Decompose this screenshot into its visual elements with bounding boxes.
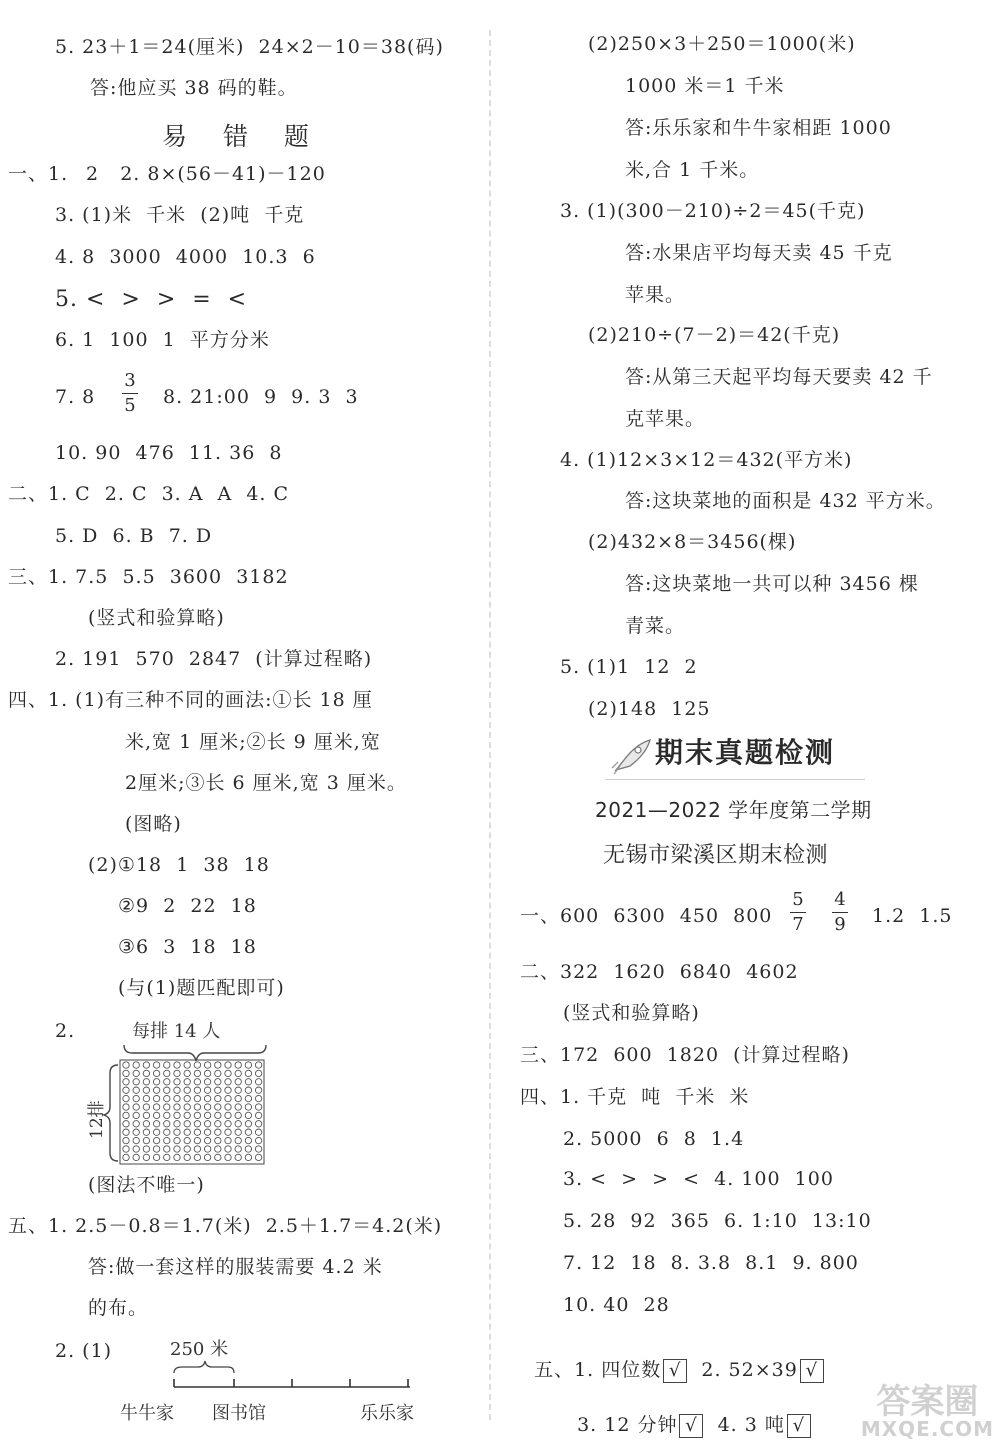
r-a16: 5. (1)1 12 2: [560, 656, 698, 678]
grid-dot: [174, 1070, 180, 1076]
grid-border: [120, 1060, 264, 1164]
grid-dot: [184, 1079, 190, 1085]
grid-dot: [164, 1129, 170, 1135]
s4-r5: (2)①18 1 38 18: [88, 854, 270, 876]
grid-dot: [255, 1104, 261, 1110]
grid-dot: [123, 1146, 129, 1152]
grid-dot: [143, 1104, 149, 1110]
grid-dot: [184, 1137, 190, 1143]
s1-r5: 5. < > > = <: [55, 287, 248, 312]
grid-dot: [143, 1087, 149, 1093]
frac-num: 4: [834, 889, 846, 910]
grid-dot: [225, 1137, 231, 1143]
grid-dot: [174, 1062, 180, 1068]
r-b4: 三、172 600 1820 (计算过程略): [520, 1044, 850, 1066]
grid-dot: [143, 1154, 149, 1160]
grid-dot: [123, 1070, 129, 1076]
grid-dot: [245, 1137, 251, 1143]
grid-dot: [215, 1121, 221, 1127]
fraction-3-5: [122, 372, 138, 415]
grid-dot: [164, 1121, 170, 1127]
grid-dot: [184, 1154, 190, 1160]
r-b9: 7. 12 18 8. 3.8 8.1 9. 800: [563, 1252, 859, 1274]
grid-dot: [164, 1087, 170, 1093]
grid-dot: [215, 1146, 221, 1152]
s1-r7b: 8. 21:00 9 9. 3 3: [163, 386, 359, 408]
grid-dot: [153, 1087, 159, 1093]
grid-dot: [245, 1121, 251, 1127]
r-b5: 四、1. 千克 吨 千米 米: [520, 1086, 750, 1108]
grid-dot: [255, 1087, 261, 1093]
grid-dot: [235, 1129, 241, 1135]
s4-r9-num: 2.: [55, 1020, 76, 1042]
grid-dot: [245, 1104, 251, 1110]
grid-dot: [255, 1095, 261, 1101]
s3-r2: (竖式和验算略): [88, 607, 225, 629]
grid-dot: [184, 1087, 190, 1093]
grid-dot: [153, 1070, 159, 1076]
grid-dot: [194, 1104, 200, 1110]
grid-dot: [153, 1137, 159, 1143]
check-box-4: √: [787, 1414, 811, 1438]
watermark-logo: [860, 1382, 994, 1441]
watermark-line2: MXQE.COM: [860, 1417, 994, 1441]
grid-dot: [235, 1137, 241, 1143]
frac-den: 9: [834, 914, 846, 935]
grid-dot: [133, 1104, 139, 1110]
frac-num: 3: [124, 370, 136, 391]
grid-dot: [255, 1062, 261, 1068]
grid-dot: [123, 1062, 129, 1068]
grid-dot: [153, 1079, 159, 1085]
grid-dot: [235, 1112, 241, 1118]
grid-dot: [204, 1137, 210, 1143]
grid-dot: [174, 1154, 180, 1160]
grid-dot: [133, 1112, 139, 1118]
grid-dot: [194, 1062, 200, 1068]
grid-dot: [245, 1112, 251, 1118]
s5-r4: 2. (1): [55, 1340, 113, 1362]
grid-dot: [194, 1146, 200, 1152]
grid-dot: [204, 1146, 210, 1152]
q5-line1: 5. 23＋1＝24(厘米) 24×2－10＝38(码): [55, 36, 444, 58]
s1-r7a: 7. 8: [55, 386, 96, 408]
r-a10: 克苹果。: [625, 408, 706, 430]
grid-dot: [235, 1062, 241, 1068]
r-b7: 3. < > > < 4. 100 100: [563, 1168, 834, 1190]
r-a5: 3. (1)(300－210)÷2＝45(千克): [560, 200, 866, 222]
banner-title: 期末真题检测: [655, 736, 836, 769]
grid-dot: [123, 1104, 129, 1110]
grid-dot: [164, 1137, 170, 1143]
watermark-line1: 答案圈: [876, 1382, 979, 1422]
grid-dot: [204, 1079, 210, 1085]
rocket-icon: [610, 738, 652, 776]
grid-dot: [123, 1079, 129, 1085]
s5-r3: 的布。: [88, 1297, 149, 1319]
grid-dot: [184, 1095, 190, 1101]
grid-dot: [245, 1095, 251, 1101]
grid-dot: [255, 1129, 261, 1135]
s2-r2: 5. D 6. B 7. D: [55, 525, 213, 547]
grid-dot: [225, 1104, 231, 1110]
grid-side-label: 12排: [87, 1100, 107, 1139]
grid-dot: [174, 1129, 180, 1135]
s1-r10: 10. 90 476 11. 36 8: [55, 442, 283, 464]
grid-dot: [204, 1104, 210, 1110]
grid-dot: [123, 1137, 129, 1143]
grid-dot: [235, 1146, 241, 1152]
grid-dot: [143, 1062, 149, 1068]
grid-dot: [153, 1104, 159, 1110]
r-a17: (2)148 125: [588, 698, 711, 720]
grid-dot: [245, 1129, 251, 1135]
s5-r2: 答:做一套这样的服装需要 4.2 米: [88, 1256, 383, 1278]
grid-dot: [143, 1070, 149, 1076]
grid-dot: [225, 1095, 231, 1101]
grid-dot: [123, 1112, 129, 1118]
grid-dot: [153, 1146, 159, 1152]
grid-dot: [153, 1112, 159, 1118]
grid-dot: [133, 1121, 139, 1127]
grid-dot: [245, 1070, 251, 1076]
grid-dot: [194, 1079, 200, 1085]
s3-r1: 三、1. 7.5 5.5 3600 3182: [8, 566, 289, 588]
r-a7: 苹果。: [625, 284, 686, 306]
r-a8: (2)210÷(7－2)＝42(千克): [588, 324, 841, 346]
grid-dot: [194, 1121, 200, 1127]
r-b6: 2. 5000 6 8 1.4: [563, 1128, 745, 1150]
r-a9: 答:从第三天起平均每天要卖 42 千: [625, 366, 933, 388]
grid-dot: [174, 1104, 180, 1110]
grid-dot: [143, 1146, 149, 1152]
grid-dot: [123, 1129, 129, 1135]
grid-dot: [225, 1087, 231, 1093]
s4-r2: 米,宽 1 厘米;②长 9 厘米,宽: [125, 731, 381, 753]
grid-dot: [123, 1087, 129, 1093]
r-a1: (2)250×3＋250＝1000(米): [588, 33, 856, 55]
check-box-2: √: [800, 1359, 824, 1383]
grid-dot: [215, 1154, 221, 1160]
grid-dot: [194, 1129, 200, 1135]
s4-r3: 2厘米;③长 6 厘米,宽 3 厘米。: [125, 772, 407, 794]
place-niuniu: 牛牛家: [120, 1403, 174, 1424]
s4-r6: ②9 2 22 18: [118, 895, 257, 917]
grid-dot: [174, 1112, 180, 1118]
grid-dot: [184, 1112, 190, 1118]
grid-dot: [164, 1095, 170, 1101]
grid-dot: [204, 1070, 210, 1076]
grid-dot: [143, 1137, 149, 1143]
grid-dot: [153, 1062, 159, 1068]
grid-dot: [164, 1154, 170, 1160]
r-a11: 4. (1)12×3×12＝432(平方米): [560, 449, 853, 471]
s2-r1: 二、1. C 2. C 3. A A 4. C: [8, 483, 290, 505]
grid-dot: [133, 1070, 139, 1076]
grid-dot: [133, 1154, 139, 1160]
grid-dot: [174, 1079, 180, 1085]
place-library: 图书馆: [212, 1403, 266, 1424]
grid-dot: [215, 1087, 221, 1093]
grid-dot: [225, 1112, 231, 1118]
grid-dot: [194, 1137, 200, 1143]
grid-dot: [255, 1121, 261, 1127]
distance-label: 250 米: [170, 1339, 229, 1360]
exam-year: 2021—2022 学年度第二学期: [595, 798, 872, 822]
grid-dot: [245, 1079, 251, 1085]
grid-dot: [235, 1095, 241, 1101]
r-b12a: 3. 12 分钟: [577, 1414, 678, 1436]
r-b1b: 1.2 1.5: [872, 905, 953, 927]
r-a15: 青菜。: [625, 615, 686, 637]
grid-dot: [133, 1079, 139, 1085]
grid-dot: [194, 1087, 200, 1093]
s4-r8: (与(1)题匹配即可): [118, 977, 285, 999]
grid-dot: [245, 1146, 251, 1152]
r-b2: 二、322 1620 6840 4602: [520, 961, 799, 983]
grid-dot: [255, 1137, 261, 1143]
r-a14: 答:这块菜地一共可以种 3456 棵: [625, 573, 919, 595]
grid-dot: [194, 1154, 200, 1160]
grid-dot: [164, 1070, 170, 1076]
grid-dot: [255, 1070, 261, 1076]
grid-dot: [255, 1079, 261, 1085]
r-a6: 答:水果店平均每天卖 45 千克: [625, 242, 893, 264]
grid-dot: [164, 1079, 170, 1085]
s1-r3: 3. (1)米 千米 (2)吨 千克: [55, 204, 305, 226]
grid-dot: [215, 1104, 221, 1110]
s4-r1: 四、1. (1)有三种不同的画法:①长 18 厘: [8, 689, 373, 711]
check-box-3: √: [679, 1414, 703, 1438]
grid-dot: [133, 1062, 139, 1068]
s4-r10: (图法不唯一): [88, 1174, 205, 1196]
grid-dot: [153, 1121, 159, 1127]
grid-dot: [235, 1121, 241, 1127]
grid-dot: [143, 1079, 149, 1085]
grid-dot: [164, 1112, 170, 1118]
grid-dot: [235, 1070, 241, 1076]
grid-dot: [245, 1154, 251, 1160]
grid-dot: [204, 1121, 210, 1127]
grid-dot: [184, 1121, 190, 1127]
grid-dot: [184, 1104, 190, 1110]
grid-dot: [255, 1154, 261, 1160]
grid-dot: [204, 1112, 210, 1118]
grid-dot: [174, 1121, 180, 1127]
grid-dot: [133, 1087, 139, 1093]
grid-dots: [123, 1062, 262, 1161]
column-divider: [489, 30, 491, 1420]
grid-dot: [204, 1087, 210, 1093]
grid-dot: [164, 1104, 170, 1110]
grid-dot: [123, 1095, 129, 1101]
section-title-yicuoti: 易 错 题: [162, 122, 323, 151]
grid-dot: [123, 1121, 129, 1127]
r-b11: [520, 1340, 824, 1383]
grid-dot: [133, 1146, 139, 1152]
grid-dot: [143, 1129, 149, 1135]
r-a2: 1000 米＝1 千米: [625, 75, 785, 97]
r-b11b: 2. 52×39: [701, 1359, 798, 1381]
s3-r3: 2. 191 570 2847 (计算过程略): [55, 648, 373, 670]
grid-dot: [204, 1154, 210, 1160]
s1-r6: 6. 1 100 1 平方分米: [55, 329, 270, 351]
grid-top-label: 每排 14 人: [132, 1021, 221, 1042]
grid-dot: [225, 1121, 231, 1127]
check-box-1: √: [663, 1359, 687, 1383]
grid-dot: [184, 1146, 190, 1152]
grid-dot: [245, 1062, 251, 1068]
grid-dot: [184, 1129, 190, 1135]
grid-dot: [174, 1087, 180, 1093]
grid-dot: [225, 1070, 231, 1076]
grid-dot: [225, 1079, 231, 1085]
grid-dot: [255, 1112, 261, 1118]
grid-dot: [204, 1129, 210, 1135]
frac-bar: [790, 912, 806, 913]
distance-brace: [174, 1361, 234, 1373]
fraction-5-7: [790, 891, 806, 934]
grid-dot: [204, 1062, 210, 1068]
r-b10: 10. 40 28: [563, 1294, 670, 1316]
distance-line-figure: [110, 1335, 440, 1430]
r-b1a: 一、600 6300 450 800: [520, 905, 773, 927]
grid-dot: [225, 1154, 231, 1160]
grid-dot: [174, 1095, 180, 1101]
r-a3: 答:乐乐家和牛牛家相距 1000: [625, 117, 892, 139]
grid-dot: [143, 1112, 149, 1118]
s5-r1: 五、1. 2.5－0.8＝1.7(米) 2.5＋1.7＝4.2(米): [8, 1215, 443, 1237]
s1-label: 一、1.: [8, 163, 69, 185]
grid-dot: [184, 1070, 190, 1076]
grid-dot: [194, 1070, 200, 1076]
grid-dot: [255, 1146, 261, 1152]
place-lele: 乐乐家: [360, 1403, 414, 1424]
grid-dot: [153, 1154, 159, 1160]
grid-dot: [123, 1154, 129, 1160]
grid-dot: [204, 1095, 210, 1101]
r-b8: 5. 28 92 365 6. 1:10 13:10: [563, 1210, 872, 1232]
grid-dot: [215, 1095, 221, 1101]
s4-r4: (图略): [125, 813, 182, 835]
frac-bar: [832, 912, 848, 913]
s1-r1: 2 2. 8×(56－41)－120: [86, 163, 326, 185]
r-b12: [563, 1395, 811, 1438]
frac-den: 7: [792, 914, 804, 935]
exam-name: 无锡市梁溪区期末检测: [603, 843, 829, 868]
dot-grid-figure: [80, 1015, 280, 1170]
r-a13: (2)432×8＝3456(棵): [588, 531, 797, 553]
grid-dot: [133, 1095, 139, 1101]
grid-dot: [215, 1137, 221, 1143]
grid-dot: [225, 1062, 231, 1068]
grid-dot: [143, 1121, 149, 1127]
frac-den: 5: [124, 395, 136, 416]
grid-dot: [235, 1079, 241, 1085]
frac-num: 5: [792, 889, 804, 910]
grid-dot: [194, 1112, 200, 1118]
fraction-4-9: [832, 891, 848, 934]
grid-dot: [153, 1129, 159, 1135]
grid-dot: [215, 1112, 221, 1118]
grid-dot: [225, 1129, 231, 1135]
grid-dot: [215, 1070, 221, 1076]
grid-dot: [133, 1137, 139, 1143]
grid-dot: [245, 1087, 251, 1093]
top-brace: [124, 1045, 266, 1061]
r-a12: 答:这块菜地的面积是 432 平方米。: [625, 490, 946, 512]
grid-dot: [153, 1095, 159, 1101]
grid-dot: [174, 1146, 180, 1152]
r-b11a: 五、1. 四位数: [534, 1359, 662, 1381]
grid-dot: [235, 1154, 241, 1160]
grid-dot: [225, 1146, 231, 1152]
grid-dot: [235, 1087, 241, 1093]
grid-dot: [164, 1062, 170, 1068]
grid-dot: [215, 1062, 221, 1068]
grid-dot: [194, 1095, 200, 1101]
banner-underline: [605, 779, 865, 780]
grid-dot: [235, 1104, 241, 1110]
grid-dot: [143, 1095, 149, 1101]
grid-dot: [133, 1129, 139, 1135]
s4-r7: ③6 3 18 18: [118, 936, 257, 958]
grid-dot: [215, 1079, 221, 1085]
s1-r4: 4. 8 3000 4000 10.3 6: [55, 246, 316, 268]
frac-bar: [122, 393, 138, 394]
grid-dot: [174, 1137, 180, 1143]
grid-dot: [164, 1146, 170, 1152]
grid-dot: [184, 1062, 190, 1068]
r-b12b: 4. 3 吨: [717, 1414, 785, 1436]
r-b3: (竖式和验算略): [563, 1002, 700, 1024]
q5-answer: 答:他应买 38 码的鞋。: [90, 77, 298, 99]
grid-dot: [215, 1129, 221, 1135]
r-a4: 米,合 1 千米。: [625, 159, 760, 181]
